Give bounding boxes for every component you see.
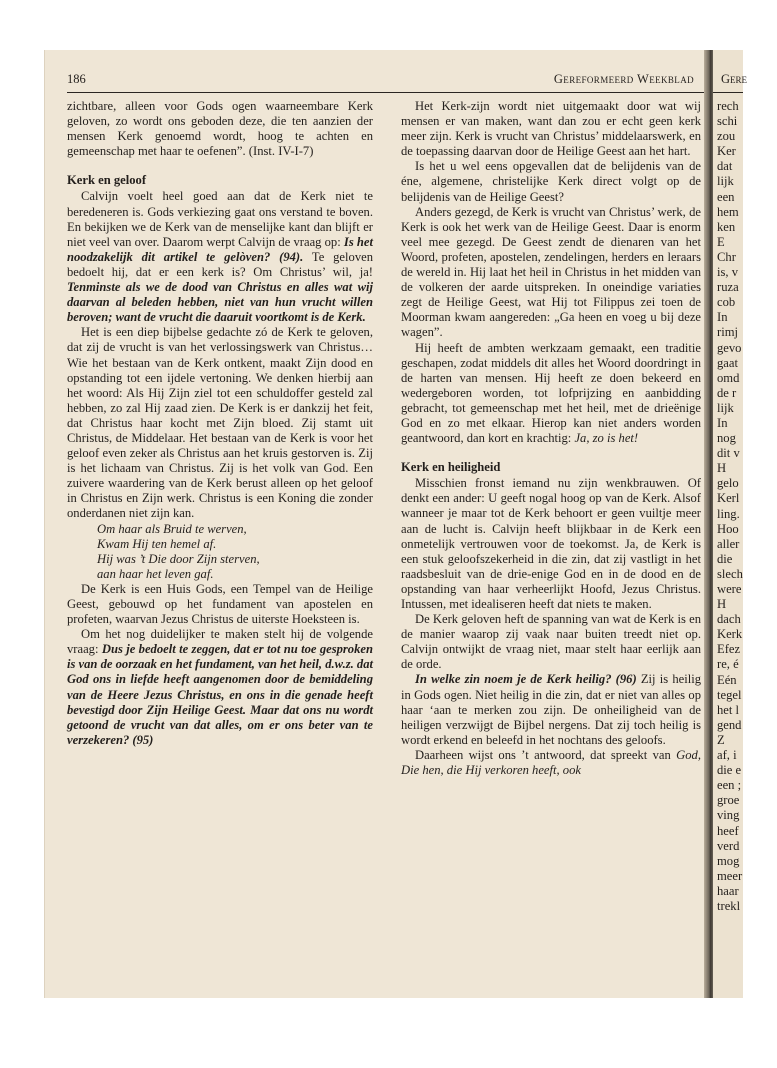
next-page-line-fragment: lijk — [717, 174, 734, 189]
next-page-line-fragment: aller — [717, 536, 740, 551]
next-page-line-fragment: meer — [717, 868, 743, 883]
next-page-line-fragment: een — [717, 189, 735, 204]
left-page — [45, 50, 704, 998]
next-page-line-fragment: ruza — [717, 280, 739, 295]
next-page-line-fragment: In — [717, 415, 728, 430]
next-page-line-fragment: gend — [717, 717, 742, 732]
next-page-line-fragment: schi — [717, 114, 738, 129]
paragraph: Om het nog duidelijker te maken stelt hij de volgende vraag: Dus je bedoelt te zeggen, dat er tot nu toe gesproken is van de oorzaak en het fundament, van het heil, d.w.z. dat God ons in liefde heeft aangenomen door de bemiddeling van de Heere Jezus Christus, en ons in die genade heeft bevestigd door Zijn Heilige Geest. Maar dat ons nu wordt getoond de vrucht van dat alles, om er ons beter van te verzekeren? (95) — [67, 627, 374, 747]
next-page-line-fragment: haar — [717, 883, 739, 898]
paragraph: De Kerk is een Huis Gods, een Tempel van de Heilige Geest, gebouwd op het fundament van apostelen en profeten, waarvan Jezus Christus de uiterste Hoeksteen is. — [67, 581, 373, 627]
paragraph: In welke zin noem je de Kerk heilig? (96) Zij is heilig in Gods ogen. Niet heilig in die zin, dat er niet van alles op haar ‘aan te merken zou zijn. De onheiligheid van de heiligen verzwijgt de Bijbel nergens. Dat zij toch heilig is wordt erkend en beleefd in het nochtans des geloofs. — [401, 672, 701, 747]
next-page-line-fragment: Z — [717, 732, 725, 747]
page-number: 186 — [67, 72, 86, 86]
next-page-line-fragment: gelo — [717, 476, 739, 491]
next-page-line-fragment: groe — [717, 793, 740, 808]
question-text: Is het noodzakelijk dit artikel te gelòven? (94). — [67, 234, 373, 264]
next-page-line-fragment: Hoo — [717, 521, 739, 536]
next-page-line-fragment: dit v — [717, 446, 740, 461]
poem-line: Kwam Hij ten hemel af. — [97, 536, 217, 551]
next-page-line-fragment: Efez — [717, 642, 741, 657]
next-page-line-fragment: hem — [717, 204, 739, 219]
next-page-line-fragment: tegel — [717, 687, 742, 702]
next-page-line-fragment: dach — [717, 612, 741, 627]
answer-text: Tenminste als we de dood van Christus en alles wat wij daarvan al beleden hebben, niet van hun vrucht willen beroven; want de vrucht die daaruit voortkomt is de Kerk. — [67, 280, 373, 325]
next-page-line-fragment: rech — [717, 99, 739, 113]
header-rule — [67, 92, 704, 93]
next-page-line-fragment: ling. — [717, 506, 740, 521]
paragraph: Daarheen wijst ons ’t antwoord, dat spreekt van God, Die hen, die Hij verkoren heeft, ook — [401, 747, 701, 778]
next-page-line-fragment: verd — [717, 838, 740, 853]
next-page-line-fragment: het l — [717, 702, 740, 717]
paragraph: Misschien fronst iemand nu zijn wenkbrauwen. Of denkt een ander: U geeft nogal hoog op van de Kerk. Alsof wanneer je maar tot de Kerk behoort er geen vuiltje meer aan de lucht is. Calvijn heeft blijkbaar in de Kerk een onmetelijk vertrouwen voor de toekomst. Ja, de Kerk is een stuk geloofszekerheid in die zin, dat zij vastligt in het raadsbesluit van de drie-enige God en in de dood en de opstanding van haar verheerlijkt Hoofd, Jezus Christus. Intussen, met idealiseren heeft dat niets te maken. — [401, 476, 701, 611]
next-page-line-fragment: omd — [717, 370, 740, 385]
next-page-line-fragment: slech — [717, 566, 743, 581]
next-page-line-fragment: H — [717, 461, 727, 476]
next-page-line-fragment: lijk — [717, 400, 734, 415]
next-page-line-fragment: heef — [717, 823, 739, 838]
next-page-line-fragment: gaat — [717, 355, 738, 370]
next-page-line-fragment: de r — [717, 385, 737, 400]
next-page-line-fragment: dat — [717, 159, 733, 174]
running-head: Gereformeerd Weekblad — [553, 72, 694, 86]
column-right — [401, 99, 701, 778]
next-page-line-fragment: zou — [717, 129, 736, 144]
next-page-line-fragment: H — [717, 597, 727, 612]
next-page-line-fragment: af, i — [717, 748, 737, 763]
question-text: Dus je bedoelt te zeggen, dat er tot nu toe gesproken is van de oorzaak en het fundament, van het heil, d.w.z. dat God ons in liefde heeft aangenomen door de bemiddeling van de Heere Jezus Christus, en ons in die genade heeft bevestigd door Zijn Heilige Geest. Maar dat ons nu wordt getoond de vrucht van dat alles, om er ons beter van te verzekeren? (95) — [67, 642, 374, 747]
section-heading-kerk-en-geloof: Kerk en geloof — [67, 173, 147, 188]
poem-line: Om haar als Bruid te werven, — [97, 521, 247, 536]
next-page-line-fragment: Eén — [717, 672, 737, 687]
next-page-fragment — [713, 50, 748, 998]
next-page-line-fragment: cob — [717, 295, 736, 310]
next-page-running-head: Gere — [721, 72, 748, 86]
poem — [97, 522, 373, 582]
next-page-line-fragment: re, é — [717, 657, 739, 672]
next-page-line-fragment: ving — [717, 808, 740, 823]
scanned-page — [44, 50, 748, 998]
paragraph: Hij heeft de ambten werkzaam gemaakt, een traditie geschapen, zodat middels dit alles het Woord doordringt in de harten van mensen. Hij heeft ze doen bekeerd en wedergeboren worden, tot lofprijzing en aanbidding gebracht, tot gemeenschap met het heil, met de drieënige God en zo met elkaar. Hierop kan niet anders worden geantwoord, dan kort en krachtig: Ja, zo is het! — [401, 340, 701, 446]
paragraph: Is het u wel eens opgevallen dat de belijdenis van de éne, algemene, christelijke Kerk direct volgt op de belijdenis van de Heilige Geest? — [401, 159, 701, 204]
next-page-line-fragment: is, v — [717, 265, 738, 280]
section-heading-kerk-en-heiligheid: Kerk en heiligheid — [401, 460, 501, 475]
question-text: In welke zin noem je de Kerk heilig? (96) — [415, 672, 637, 687]
paragraph: Het Kerk-zijn wordt niet uitgemaakt door wat wij mensen er van maken, want dan zou er echt geen kerk meer zijn. Kerk is vrucht van Christus’ middelaarswerk, en de toepassing daarvan door de Heilige Geest aan het hart. — [401, 99, 701, 159]
next-page-header-rule — [713, 92, 743, 93]
next-page-line-fragment: Chr — [717, 249, 736, 264]
poem-line: Hij was ’t Die door Zijn sterven, — [97, 551, 260, 566]
next-page-line-fragment: Kerl — [717, 491, 740, 506]
next-page-line-fragment: E — [717, 234, 725, 249]
column-left — [67, 99, 373, 748]
poem-line: aan haar het leven gaf. — [97, 566, 214, 581]
next-page-line-fragment: In — [717, 310, 728, 325]
next-page-line-fragment: Kerk — [717, 627, 743, 642]
paragraph: De Kerk geloven heft de spanning van wat de Kerk is en de manier waarop zij vaak naar buiten treedt niet op. Calvijn ontwijkt de vraag niet, maar stelt haar eerlijk aan de orde. — [401, 612, 701, 672]
next-page-line-fragment: trekl — [717, 898, 741, 913]
next-page-line-fragment: een ; — [717, 778, 742, 793]
next-page-line-fragment: nog — [717, 431, 736, 446]
paragraph: Anders gezegd, de Kerk is vrucht van Christus’ werk, de Kerk is ook het werk van de Heilige Geest. Daar is enorm veel mee gezegd. De Geest zendt de dienaren van het Woord, profeten, apostelen, zendelingen, herders en leraars de wereld in. Hij laat het heil in Christus in het midden van de volkeren der aarde uitspreken. In oneindige variaties zegt de Heilige Geest, wat Hij tot Filippus zei toen de Moorman kwam aangereden: „Ga heen en voeg u bij deze wagen”. — [401, 204, 701, 340]
next-page-line-fragment: were — [717, 582, 742, 596]
next-page-line-fragment: rimj — [717, 325, 738, 340]
paragraph: Het is een diep bijbelse gedachte zó de Kerk te geloven, dat zij de vrucht is van het verlossingswerk van Christus… Wie het bestaan van de Kerk ontkent, maakt Zijn dood en opstanding tot een ijdele vertoning. We denken hierbij aan het woord: Als Hij Zijn ziel tot een schuldoffer gesteld zal hebben, zo zal Hij zaad zien. De Kerk is er dankzij het feit, dat Christus haar kocht met Zijn bloed. Zij stamt uit Christus, de Middelaar. Het bestaan van de Kerk is voor het geloof even zeker als Christus aan het kruis gestorven is. Zij is het lichaam van Christus. Zij is het volk van God. Een zuivere waardering van de Kerk berust alleen op het geloof in Christus en Zijn werk. Christus is een Koning die zonder onderdanen niet zijn kan. — [67, 325, 373, 521]
paragraph: Calvijn voelt heel goed aan dat de Kerk niet te beredeneren is. Gods verkiezing gaat ons verstand te boven. En bekijken we de Kerk van de menselijke kant dan blijft er niet veel van over. Daarom werpt Calvijn de vraag op: Is het noodzakelijk dit artikel te gelòven? (94). Te geloven bedoelt hij, dat er een kerk is? Om Christus’ wil, ja! Tenminste als we de dood van Christus en alles wat wij daarvan al beleden hebben, niet van hun vrucht willen beroven; want de vrucht die daaruit voortkomt is de Kerk. — [67, 189, 374, 325]
paragraph: zichtbare, alleen voor Gods ogen waarneembare Kerk geloven, zo wordt ons geboden deze, die ten aanzien der mensen Kerk genoemd wordt, hoog te achten en gemeenschap met haar te oefenen”. (Inst. IV-I-7) — [67, 99, 373, 159]
next-page-line-fragment: ken — [717, 219, 736, 234]
next-page-line-fragment: die e — [717, 763, 742, 778]
next-page-line-fragment: Ker — [717, 144, 736, 159]
next-page-text — [717, 99, 777, 914]
next-page-line-fragment: mog — [717, 853, 740, 868]
next-page-line-fragment: die — [717, 551, 733, 566]
next-page-line-fragment: gevo — [717, 340, 742, 355]
